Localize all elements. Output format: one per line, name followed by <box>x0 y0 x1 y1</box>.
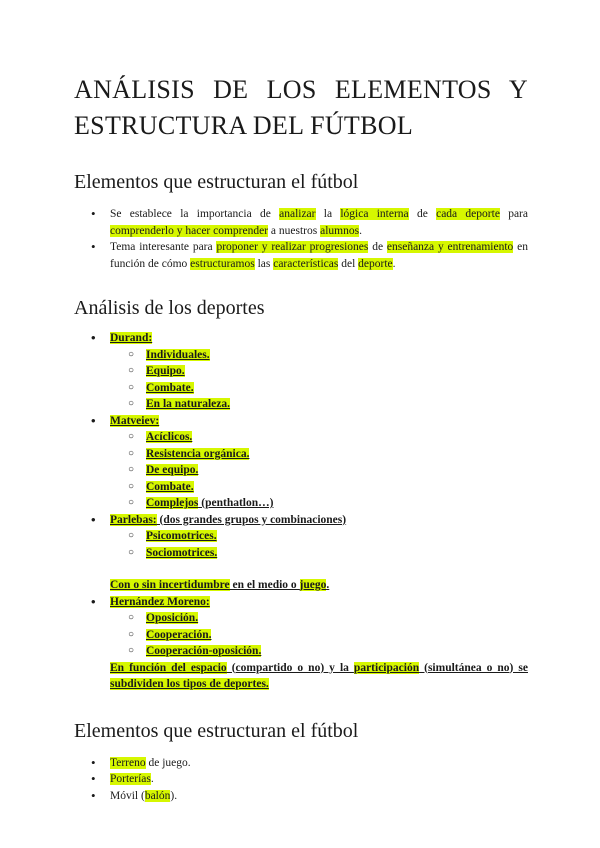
sublist-item: ○ Combate. <box>110 380 528 397</box>
sublist-item: ○ Sociomotrices. <box>110 545 528 562</box>
list-item: • Porterías. <box>74 771 528 788</box>
list-item-hernandez: • Hernández Moreno: ○ Oposición. ○ Cooperación. ○ Cooperación-oposición. En función del espacio (compartido o no) y la participación (simultánea o no) se subdividen los tipos de deportes. <box>74 594 528 693</box>
highlight: analizar <box>279 208 316 220</box>
list-item-parlebas: • Parlebas: (dos grandes grupos y combinaciones) ○ Psicomotrices. ○ Sociomotrices. Con o sin incertidumbre en el medio o juego. <box>74 512 528 594</box>
highlight: comprenderlo y hacer comprender <box>110 224 269 237</box>
list-item: • Tema interesante para proponer y realizar progresiones de enseñanza y entrenamiento en función de cómo estructuramos las características del deporte. <box>74 239 528 272</box>
hernandez-note: En función del espacio (compartido o no) y la participación (simultánea o no) se subdividen los tipos de deportes. <box>110 661 528 690</box>
sublist-item: ○ Oposición. <box>110 610 528 627</box>
sublist-item: ○ Cooperación-oposición. <box>110 643 528 660</box>
sublist-item: ○ Psicomotrices. <box>110 528 528 545</box>
section-heading-elementos: Elementos que estructuran el fútbol <box>74 171 359 193</box>
list-item-matveiev: • Matveiev: ○ Acíclicos. ○ Resistencia orgánica. ○ De equipo. ○ Combate. ○ Complejos (penthatlon…) <box>74 413 528 512</box>
list-item: • Móvil (balón). <box>74 788 528 805</box>
highlight: deporte <box>358 257 393 270</box>
highlight: proponer y realizar progresiones <box>216 241 369 253</box>
highlight: estructuramos <box>190 257 255 270</box>
sublist-item: ○ Cooperación. <box>110 627 528 644</box>
highlight: características <box>273 257 339 270</box>
list-item: • Se establece la importancia de analizar la lógica interna de cada deporte para comprenderlo y hacer comprender a nuestros alumnos. <box>74 206 528 239</box>
highlight: lógica interna <box>340 208 409 220</box>
page-title: ANÁLISIS DE LOS ELEMENTOS Y ESTRUCTURA DEL FÚTBOL <box>74 75 528 140</box>
sublist-item: ○ Complejos (penthatlon…) <box>110 495 528 512</box>
spacer <box>110 561 528 577</box>
highlight: alumnos <box>320 224 360 237</box>
section-heading-elementos-2: Elementos que estructuran el fútbol <box>74 719 359 742</box>
sublist-item: ○ Combate. <box>110 479 528 496</box>
durand-sublist <box>110 347 528 413</box>
analisis-list <box>74 330 528 693</box>
sublist-item: ○ Resistencia orgánica. <box>110 446 528 463</box>
sublist-item: ○ Individuales. <box>110 347 528 364</box>
highlight: cada deporte <box>436 208 500 220</box>
hernandez-sublist <box>110 610 528 660</box>
sublist-item: ○ En la naturaleza. <box>110 396 528 413</box>
sublist-item: ○ Equipo. <box>110 363 528 380</box>
elementos-futbol-list <box>74 755 528 805</box>
matveiev-sublist <box>110 429 528 512</box>
elementos-list <box>74 206 528 272</box>
sublist-item: ○ De equipo. <box>110 462 528 479</box>
parlebas-note: Con o sin incertidumbre en el medio o juego. <box>110 579 330 591</box>
section-heading-analisis: Análisis de los deportes <box>74 297 265 319</box>
sublist-item: ○ Acíclicos. <box>110 429 528 446</box>
list-item: • Terreno de juego. <box>74 755 528 772</box>
document-page <box>74 72 528 804</box>
parlebas-sublist <box>110 528 528 561</box>
list-item-durand: • Durand: ○ Individuales. ○ Equipo. ○ Combate. ○ En la naturaleza. <box>74 330 528 413</box>
highlight: enseñanza y entrenamiento <box>386 241 514 253</box>
